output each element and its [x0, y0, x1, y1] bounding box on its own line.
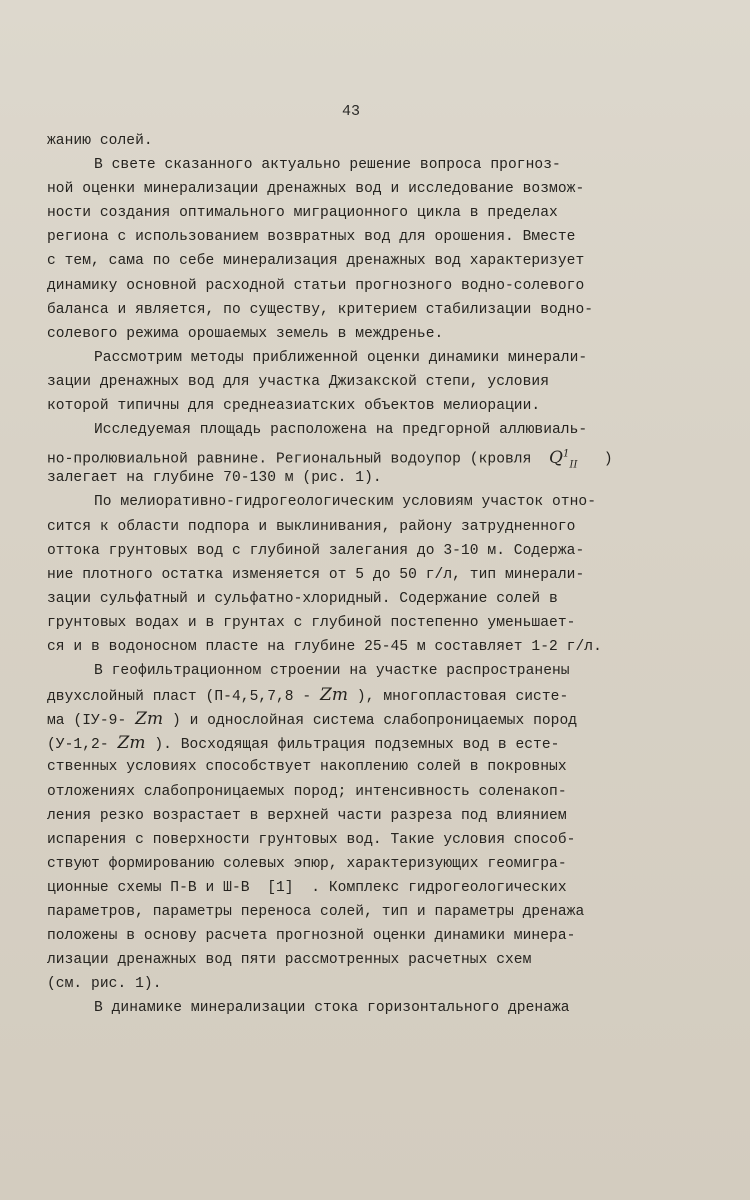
- text-fragment: двухслойный пласт (П-4,5,7,8 -: [47, 689, 312, 706]
- text-fragment: ма (IУ-9-: [47, 713, 127, 730]
- text-line: параметров, параметры переноса солей, тип и параметры дренажа: [47, 904, 585, 920]
- text-line: зации сульфатный и сульфатно-хлоридный. Содержание солей в: [47, 590, 558, 607]
- text-line: [47, 707, 727, 731]
- text-line: лизации дренажных вод пяти рассмотренных расчетных схем: [47, 952, 532, 969]
- text-line: По мелиоративно-гидрогеологическим условиям участок отно-: [94, 494, 597, 511]
- text-fragment: ) и однослойная система слабопроницаемых пород: [171, 713, 578, 730]
- text-line: с тем, сама по себе минерализация дренажных вод характеризует: [47, 253, 585, 270]
- text-line: ственных условиях способствует накоплению солей в покровных: [47, 759, 567, 776]
- text-line: [47, 731, 727, 755]
- text-fragment: ). Восходящая фильтрация подземных вод в есте-: [154, 737, 560, 754]
- text-line: динамику основной расходной статьи прогнозного водно-солевого: [47, 277, 585, 294]
- text-line: залегает на глубине 70-130 м (рис. 1).: [47, 470, 382, 487]
- text-line: грунтовых водах и в грунтах с глубиной постепенно уменьшает-: [47, 614, 576, 631]
- text-line: отложениях слабопроницаемых пород; интенсивность соленакоп-: [47, 783, 567, 800]
- formula-subscript: II: [569, 459, 578, 471]
- formula-zm: Zm: [117, 733, 146, 754]
- text-line: Исследуемая площадь расположена на предгорной аллювиаль-: [94, 422, 588, 439]
- text-line: ствуют формированию солевых эпюр, характеризующих геомигра-: [47, 855, 567, 872]
- text-line: Рассмотрим методы приближенной оценки динамики минерали-: [94, 349, 588, 366]
- text-line: жанию солей.: [47, 133, 153, 149]
- text-line: которой типичны для среднеазиатских объектов мелиорации.: [47, 398, 541, 415]
- page-number: 43: [342, 103, 361, 120]
- formula-zm: Zm: [135, 709, 164, 730]
- text-line: зации дренажных вод для участка Джизакской степи, условия: [47, 373, 550, 390]
- body-text: [47, 129, 727, 1020]
- text-line: [47, 442, 727, 471]
- text-line: ности создания оптимального миграционного цикла в пределах: [47, 205, 558, 222]
- text-fragment: ), многопластовая систе-: [356, 689, 569, 706]
- text-line: баланса и является, по существу, критерием стабилизации водно-: [47, 301, 594, 318]
- formula-q: [549, 447, 578, 471]
- formula-superscript: 1: [563, 448, 570, 460]
- text-line: региона с использованием возвратных вод для орошения. Вместе: [47, 229, 576, 246]
- text-line: ционные схемы П-В и Ш-В [1] . Комплекс гидрогеологических: [47, 879, 567, 896]
- formula-zm: Zm: [320, 685, 349, 706]
- text-line: ной оценки минерализации дренажных вод и исследование возмож-: [47, 181, 585, 198]
- text-line: испарения с поверхности грунтовых вод. Такие условия способ-: [47, 831, 576, 848]
- text-line: (см. рис. 1).: [47, 976, 162, 993]
- text-line: оттока грунтовых вод с глубиной залегания до 3-10 м. Содержа-: [47, 542, 585, 559]
- text-fragment: но-пролювиальной равнине. Региональный водоупор (кровля: [47, 451, 532, 468]
- text-line: В динамике минерализации стока горизонтального дренажа: [94, 1000, 570, 1017]
- text-fragment: (У-1,2-: [47, 737, 109, 754]
- text-line: ся и в водоносном пласте на глубине 25-45 м составляет 1-2 г/л.: [47, 638, 602, 655]
- text-line: сится к области подпора и выклинивания, району затрудненного: [47, 518, 576, 535]
- text-line: положены в основу расчета прогнозной оценки динамики минера-: [47, 928, 576, 945]
- text-line: [47, 683, 727, 707]
- formula-symbol: Q: [549, 447, 564, 468]
- text-line: В геофильтрационном строении на участке распространены: [94, 663, 570, 680]
- text-line: солевого режима орошаемых земель в междренье.: [47, 325, 444, 342]
- text-line: ления резко возрастает в верхней части разреза под влиянием: [47, 807, 567, 824]
- text-line: ние плотного остатка изменяется от 5 до 50 г/л, тип минерали-: [47, 566, 585, 583]
- text-line: В свете сказанного актуально решение вопроса прогноз-: [94, 157, 561, 174]
- text-fragment: ): [603, 451, 613, 468]
